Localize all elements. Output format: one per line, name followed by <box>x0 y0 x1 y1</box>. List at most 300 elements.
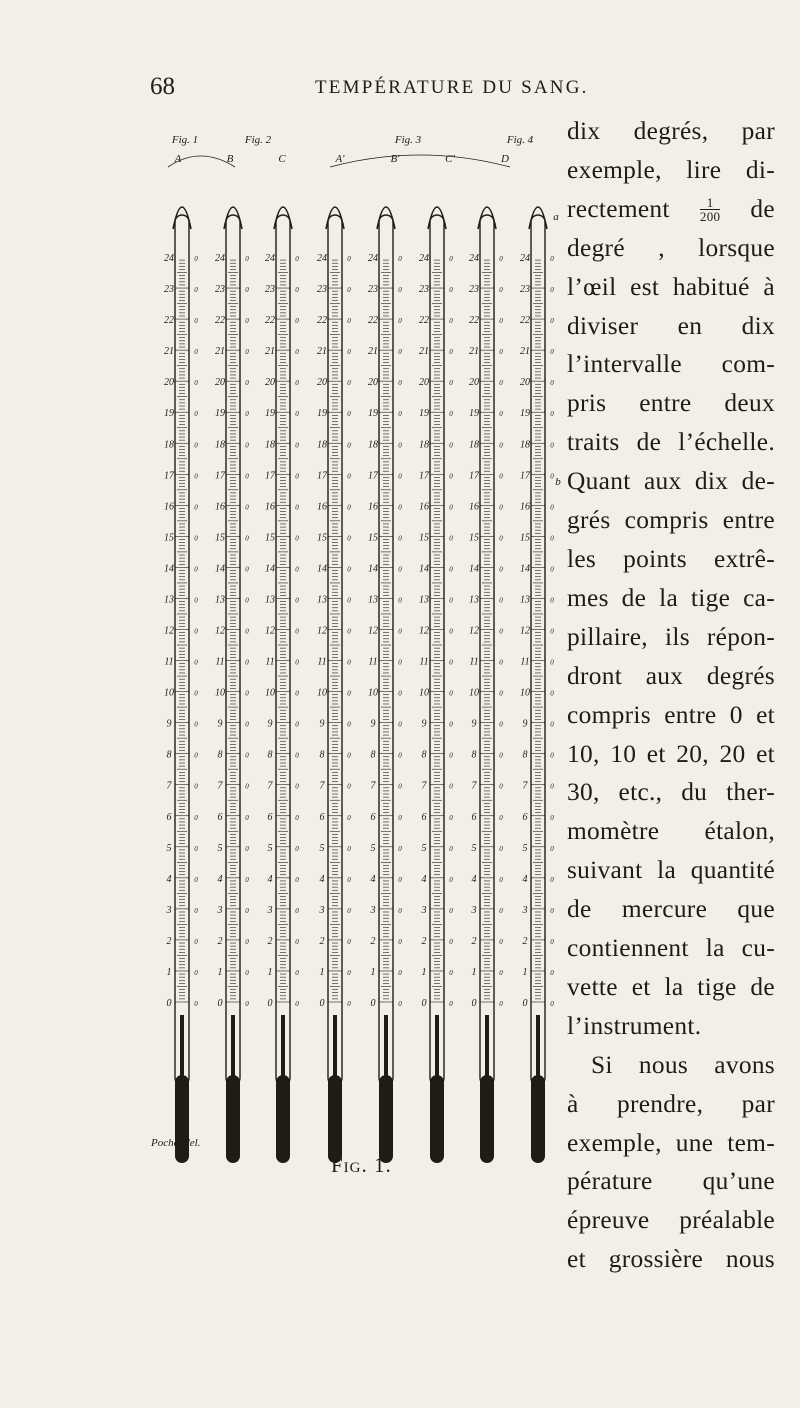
scale-tick-mark: 0 <box>347 534 351 543</box>
scale-number: 0 <box>166 998 172 1009</box>
scale-tick-mark: 0 <box>347 379 351 388</box>
body-text <box>567 112 775 1279</box>
text-line: dix degrés, par <box>567 117 775 145</box>
mercury-reservoir <box>276 1075 290 1163</box>
scale-tick-mark: 0 <box>245 906 249 915</box>
fraction-numerator: 1 <box>700 196 720 210</box>
scale-number: 21 <box>265 346 275 358</box>
scale-number: 17 <box>164 470 174 482</box>
scale-number: 11 <box>419 656 429 668</box>
scale-number: 22 <box>215 315 225 327</box>
scale-tick-mark: 0 <box>398 689 402 698</box>
scale-tick-mark: 0 <box>194 441 198 450</box>
scale-number: 10 <box>520 687 530 699</box>
text-line: dront aux degrés <box>567 661 775 690</box>
scale-tick-mark: 0 <box>499 255 503 263</box>
scale-number: 9 <box>319 718 325 730</box>
scale-tick-mark: 0 <box>499 782 503 791</box>
scale-number: 15 <box>368 532 378 544</box>
scale-tick-mark: 0 <box>347 441 351 450</box>
scale-tick-mark: 0 <box>347 317 351 326</box>
scale-number: 11 <box>317 656 327 668</box>
scale-number: 14 <box>469 563 479 575</box>
scale-number: 5 <box>267 842 273 854</box>
scale-number: 8 <box>319 749 325 761</box>
scale-tick-mark: 0 <box>499 472 503 481</box>
scale-number: 5 <box>471 842 477 854</box>
scale-tick-mark: 0 <box>449 255 453 263</box>
scale-tick-mark: 0 <box>398 596 402 605</box>
tube-outline <box>276 215 290 1085</box>
scale-number: 18 <box>317 439 327 451</box>
scale-number: 18 <box>419 439 429 451</box>
scale-number: 15 <box>317 532 327 544</box>
scale-number: 2 <box>421 935 427 947</box>
scale-tick-mark: 0 <box>194 255 198 263</box>
text-line: 30, etc., du ther- <box>567 778 775 807</box>
scale-number: 11 <box>368 656 378 668</box>
scale-tick-mark: 0 <box>295 751 299 760</box>
scale-number: 1 <box>522 966 528 978</box>
scale-tick-mark: 0 <box>194 286 198 295</box>
scale-number: 13 <box>520 594 530 606</box>
scale-number: 24 <box>317 253 327 264</box>
scale-number: 7 <box>267 780 273 792</box>
scale-tick-mark: 0 <box>398 255 402 263</box>
scale-number: 3 <box>421 904 427 916</box>
scale-tick-mark: 0 <box>550 875 554 884</box>
scale-number: 24 <box>215 253 225 264</box>
scale-tick-mark: 0 <box>347 348 351 357</box>
mercury-reservoir <box>379 1075 393 1163</box>
scale-number: 24 <box>265 253 275 264</box>
scale-number: 21 <box>469 346 479 358</box>
scale-number: 7 <box>217 780 223 792</box>
scale-tick-mark: 0 <box>499 844 503 853</box>
scale-tick-mark: 0 <box>295 441 299 450</box>
scale-number: 19 <box>164 408 174 420</box>
scale-tick-mark: 0 <box>449 875 453 884</box>
scale-tick-mark: 0 <box>347 410 351 419</box>
text-line: à prendre, par <box>567 1089 775 1118</box>
scale-tick-mark: 0 <box>347 813 351 822</box>
scale-tick-mark: 0 <box>550 286 554 295</box>
scale-tick-mark: 0 <box>499 968 503 977</box>
scale-number: 8 <box>421 749 427 761</box>
scale-tick-mark: 0 <box>245 813 249 822</box>
scale-number: 9 <box>421 718 427 730</box>
scale-tick-mark: 0 <box>194 317 198 326</box>
text-line: suivant la quantité <box>567 856 775 885</box>
scale-tick-mark: 0 <box>550 317 554 326</box>
scale-number: 12 <box>164 625 174 637</box>
scale-tick-mark: 0 <box>398 1000 402 1008</box>
scale-number: 3 <box>166 904 172 916</box>
scale-tick-mark: 0 <box>499 596 503 605</box>
scale-tick-mark: 0 <box>295 937 299 946</box>
scale-tick-mark: 0 <box>295 565 299 574</box>
scale-tick-mark: 0 <box>398 410 402 419</box>
scale-number: 23 <box>520 284 530 296</box>
scale-number: 15 <box>265 532 275 544</box>
scale-number: 0 <box>522 998 528 1009</box>
scale-number: 6 <box>370 811 376 823</box>
scale-tick-mark: 0 <box>194 782 198 791</box>
scale-number: 22 <box>419 315 429 327</box>
text-line: de mercure que <box>567 895 775 924</box>
figure-label: Fig. 4 <box>506 134 534 146</box>
scale-tick-mark: 0 <box>449 658 453 667</box>
scale-tick-mark: 0 <box>449 937 453 946</box>
scale-tick-mark: 0 <box>550 596 554 605</box>
scale-tick-mark: 0 <box>245 658 249 667</box>
scale-tick-mark: 0 <box>245 844 249 853</box>
scale-number: 14 <box>215 563 225 575</box>
scale-number: 3 <box>522 904 528 916</box>
scale-tick-mark: 0 <box>295 844 299 853</box>
scale-tick-mark: 0 <box>347 720 351 729</box>
figure-label: Fig. 3 <box>394 134 422 146</box>
scale-number: 0 <box>471 998 477 1009</box>
scale-number: 6 <box>522 811 528 823</box>
scale-number: 21 <box>317 346 327 358</box>
tube-letter: A' <box>335 153 345 165</box>
scale-tick-mark: 0 <box>449 906 453 915</box>
scale-number: 22 <box>265 315 275 327</box>
scale-tick-mark: 0 <box>550 906 554 915</box>
mercury-reservoir <box>480 1075 494 1163</box>
scale-number: 1 <box>471 966 477 978</box>
text-line: exemple, lire di- <box>567 155 775 184</box>
scale-tick-mark: 0 <box>245 534 249 543</box>
scale-tick-mark: 0 <box>295 503 299 512</box>
scale-number: 10 <box>368 687 378 699</box>
scale-tick-mark: 0 <box>194 875 198 884</box>
scale-tick-mark: 0 <box>347 286 351 295</box>
scale-number: 16 <box>215 501 225 513</box>
scale-tick-mark: 0 <box>449 348 453 357</box>
scale-tick-mark: 0 <box>449 751 453 760</box>
scale-number: 10 <box>215 687 225 699</box>
scale-tick-mark: 0 <box>398 441 402 450</box>
scale-number: 7 <box>421 780 427 792</box>
text-line: compris entre 0 et <box>567 700 775 729</box>
scale-tick-mark: 0 <box>398 627 402 636</box>
scale-number: 22 <box>317 315 327 327</box>
scale-tick-mark: 0 <box>550 720 554 729</box>
scale-tick-mark: 0 <box>295 689 299 698</box>
scale-number: 5 <box>166 842 172 854</box>
text-line: épreuve préalable <box>567 1206 775 1235</box>
scale-tick-mark: 0 <box>449 472 453 481</box>
scale-tick-mark: 0 <box>295 255 299 263</box>
mercury-column <box>536 1015 540 1077</box>
scale-number: 1 <box>217 966 223 978</box>
tube-letter: B' <box>390 153 400 165</box>
scale-number: 17 <box>419 470 429 482</box>
scale-tick-mark: 0 <box>499 875 503 884</box>
scale-tick-mark: 0 <box>347 875 351 884</box>
scale-number: 0 <box>421 998 427 1009</box>
scale-number: 24 <box>368 253 378 264</box>
scale-number: 24 <box>419 253 429 264</box>
scale-tick-mark: 0 <box>550 534 554 543</box>
text-line: les points extrê- <box>567 544 775 573</box>
scale-number: 16 <box>469 501 479 513</box>
scale-tick-mark: 0 <box>295 472 299 481</box>
scale-number: 13 <box>368 594 378 606</box>
scale-tick-mark: 0 <box>295 906 299 915</box>
scale-number: 24 <box>469 253 479 264</box>
scale-number: 14 <box>317 563 327 575</box>
scale-number: 4 <box>319 873 325 885</box>
mercury-column <box>333 1015 337 1077</box>
tube-outline <box>531 215 545 1085</box>
scale-tick-mark: 0 <box>245 565 249 574</box>
scale-number: 12 <box>419 625 429 637</box>
scale-number: 21 <box>368 346 378 358</box>
scale-number: 13 <box>164 594 174 606</box>
scale-number: 0 <box>217 998 223 1009</box>
scale-tick-mark: 0 <box>550 472 554 481</box>
text-line: rectement <box>567 194 670 223</box>
scale-tick-mark: 0 <box>449 1000 453 1008</box>
figure-label: Fig. 2 <box>244 134 272 146</box>
tube-letter: C' <box>445 153 455 165</box>
scale-tick-mark: 0 <box>550 658 554 667</box>
mercury-column <box>281 1015 285 1077</box>
scale-tick-mark: 0 <box>347 503 351 512</box>
scale-tick-mark: 0 <box>499 379 503 388</box>
tube-letter: D <box>501 153 509 165</box>
scale-number: 19 <box>368 408 378 420</box>
scale-number: 12 <box>520 625 530 637</box>
scale-tick-mark: 0 <box>550 565 554 574</box>
scale-tick-mark: 0 <box>347 751 351 760</box>
scale-number: 16 <box>317 501 327 513</box>
scale-tick-mark: 0 <box>449 782 453 791</box>
scale-tick-mark: 0 <box>398 534 402 543</box>
scale-number: 10 <box>265 687 275 699</box>
scale-tick-mark: 0 <box>347 937 351 946</box>
scale-number: 15 <box>164 532 174 544</box>
scale-tick-mark: 0 <box>194 410 198 419</box>
scale-number: 23 <box>265 284 275 296</box>
scale-number: 19 <box>215 408 225 420</box>
mercury-reservoir <box>226 1075 240 1163</box>
mercury-reservoir <box>328 1075 342 1163</box>
scale-tick-mark: 0 <box>295 720 299 729</box>
scale-number: 10 <box>164 687 174 699</box>
scale-tick-mark: 0 <box>449 813 453 822</box>
scale-number: 16 <box>419 501 429 513</box>
mercury-column <box>231 1015 235 1077</box>
scale-number: 16 <box>164 501 174 513</box>
scale-number: 0 <box>319 998 325 1009</box>
scale-tick-mark: 0 <box>194 751 198 760</box>
scale-tick-mark: 0 <box>449 596 453 605</box>
scale-tick-mark: 0 <box>245 472 249 481</box>
scale-number: 22 <box>368 315 378 327</box>
scale-number: 0 <box>370 998 376 1009</box>
scale-tick-mark: 0 <box>550 937 554 946</box>
scale-number: 1 <box>267 966 273 978</box>
scale-tick-mark: 0 <box>449 844 453 853</box>
scale-number: 20 <box>317 377 327 389</box>
mercury-column <box>485 1015 489 1077</box>
scale-tick-mark: 0 <box>398 751 402 760</box>
text-line: Si nous avons <box>591 1050 775 1079</box>
scale-number: 9 <box>166 718 172 730</box>
scale-number: 12 <box>317 625 327 637</box>
scale-tick-mark: 0 <box>347 689 351 698</box>
scale-tick-mark: 0 <box>245 689 249 698</box>
scale-tick-mark: 0 <box>550 844 554 853</box>
scale-tick-mark: 0 <box>550 503 554 512</box>
scale-tick-mark: 0 <box>295 596 299 605</box>
scale-tick-mark: 0 <box>194 348 198 357</box>
mercury-reservoir <box>175 1075 189 1163</box>
scale-tick-mark: 0 <box>449 689 453 698</box>
scale-tick-mark: 0 <box>499 720 503 729</box>
scale-number: 18 <box>520 439 530 451</box>
tube-letter: C <box>278 153 286 165</box>
text-line: l’œil est habitué à <box>567 272 775 301</box>
scale-number: 8 <box>522 749 528 761</box>
scale-tick-mark: 0 <box>295 875 299 884</box>
scale-tick-mark: 0 <box>398 565 402 574</box>
scale-number: 13 <box>317 594 327 606</box>
scale-number: 22 <box>520 315 530 327</box>
scale-tick-mark: 0 <box>550 379 554 388</box>
scale-tick-mark: 0 <box>499 286 503 295</box>
scale-number: 7 <box>471 780 477 792</box>
scale-number: 3 <box>267 904 273 916</box>
thermometer-plate <box>160 125 565 1205</box>
scale-number: 12 <box>368 625 378 637</box>
scale-tick-mark: 0 <box>295 286 299 295</box>
scale-number: 5 <box>522 842 528 854</box>
scale-number: 5 <box>217 842 223 854</box>
mercury-reservoir <box>531 1075 545 1163</box>
scale-tick-mark: 0 <box>194 968 198 977</box>
scale-number: 4 <box>370 873 376 885</box>
scale-number: 19 <box>419 408 429 420</box>
tube-outline <box>430 215 444 1085</box>
running-head: TEMPÉRATURE DU SANG. <box>315 77 589 98</box>
scale-tick-mark: 0 <box>245 410 249 419</box>
scale-number: 7 <box>370 780 376 792</box>
scale-tick-mark: 0 <box>398 286 402 295</box>
scale-tick-mark: 0 <box>295 410 299 419</box>
scale-tick-mark: 0 <box>449 968 453 977</box>
scale-tick-mark: 0 <box>499 658 503 667</box>
scale-number: 6 <box>217 811 223 823</box>
scale-number: 2 <box>370 935 376 947</box>
scale-tick-mark: 0 <box>347 472 351 481</box>
scale-tick-mark: 0 <box>245 751 249 760</box>
text-line: 10, 10 et 20, 20 et <box>567 739 775 768</box>
scale-tick-mark: 0 <box>499 906 503 915</box>
scale-number: 19 <box>520 408 530 420</box>
scale-number: 4 <box>421 873 427 885</box>
scale-tick-mark: 0 <box>550 348 554 357</box>
scale-number: 1 <box>166 966 172 978</box>
scale-number: 4 <box>471 873 477 885</box>
scale-number: 23 <box>419 284 429 296</box>
scale-tick-mark: 0 <box>194 813 198 822</box>
scale-tick-mark: 0 <box>449 565 453 574</box>
scale-tick-mark: 0 <box>449 627 453 636</box>
scale-number: 20 <box>215 377 225 389</box>
tube-top-bulb <box>326 207 344 229</box>
scale-number: 9 <box>267 718 273 730</box>
scale-number: 13 <box>265 594 275 606</box>
scale-number: 3 <box>319 904 325 916</box>
scale-number: 9 <box>217 718 223 730</box>
scale-tick-mark: 0 <box>398 906 402 915</box>
scale-number: 11 <box>469 656 479 668</box>
scale-number: 20 <box>469 377 479 389</box>
scale-number: 6 <box>166 811 172 823</box>
scale-number: 17 <box>469 470 479 482</box>
text-line: exemple, une tem- <box>567 1128 775 1157</box>
scale-number: 24 <box>520 253 530 264</box>
scale-tick-mark: 0 <box>295 379 299 388</box>
scale-tick-mark: 0 <box>398 472 402 481</box>
scale-tick-mark: 0 <box>245 720 249 729</box>
scale-tick-mark: 0 <box>499 503 503 512</box>
scale-number: 12 <box>215 625 225 637</box>
scale-tick-mark: 0 <box>499 348 503 357</box>
scale-number: 6 <box>471 811 477 823</box>
fraction <box>700 196 720 223</box>
scale-number: 4 <box>217 873 223 885</box>
tube-letter: B <box>226 153 234 165</box>
scale-tick-mark: 0 <box>550 441 554 450</box>
scale-tick-mark: 0 <box>449 441 453 450</box>
text-line: pillaire, ils répon- <box>567 622 775 651</box>
scale-number: 5 <box>421 842 427 854</box>
scale-tick-mark: 0 <box>449 379 453 388</box>
scale-number: 5 <box>319 842 325 854</box>
tube-letter: A <box>174 153 182 165</box>
scale-number: 20 <box>164 377 174 389</box>
scale-tick-mark: 0 <box>499 410 503 419</box>
text-line: pérature qu’une <box>567 1167 775 1196</box>
scale-tick-mark: 0 <box>347 1000 351 1008</box>
scale-number: 1 <box>370 966 376 978</box>
scale-number: 17 <box>317 470 327 482</box>
scale-number: 15 <box>520 532 530 544</box>
scale-number: 2 <box>217 935 223 947</box>
scale-tick-mark: 0 <box>550 689 554 698</box>
scale-number: 14 <box>265 563 275 575</box>
scale-tick-mark: 0 <box>295 1000 299 1008</box>
scale-number: 15 <box>469 532 479 544</box>
scale-tick-mark: 0 <box>295 782 299 791</box>
scale-number: 22 <box>469 315 479 327</box>
tube-outline <box>328 215 342 1085</box>
scale-tick-mark: 0 <box>245 782 249 791</box>
scale-number: 8 <box>267 749 273 761</box>
scale-number: 2 <box>166 935 172 947</box>
scale-tick-mark: 0 <box>398 782 402 791</box>
scale-number: 20 <box>265 377 275 389</box>
tube-top-bulb <box>377 207 395 229</box>
scale-number: 4 <box>522 873 528 885</box>
scale-tick-mark: 0 <box>398 317 402 326</box>
